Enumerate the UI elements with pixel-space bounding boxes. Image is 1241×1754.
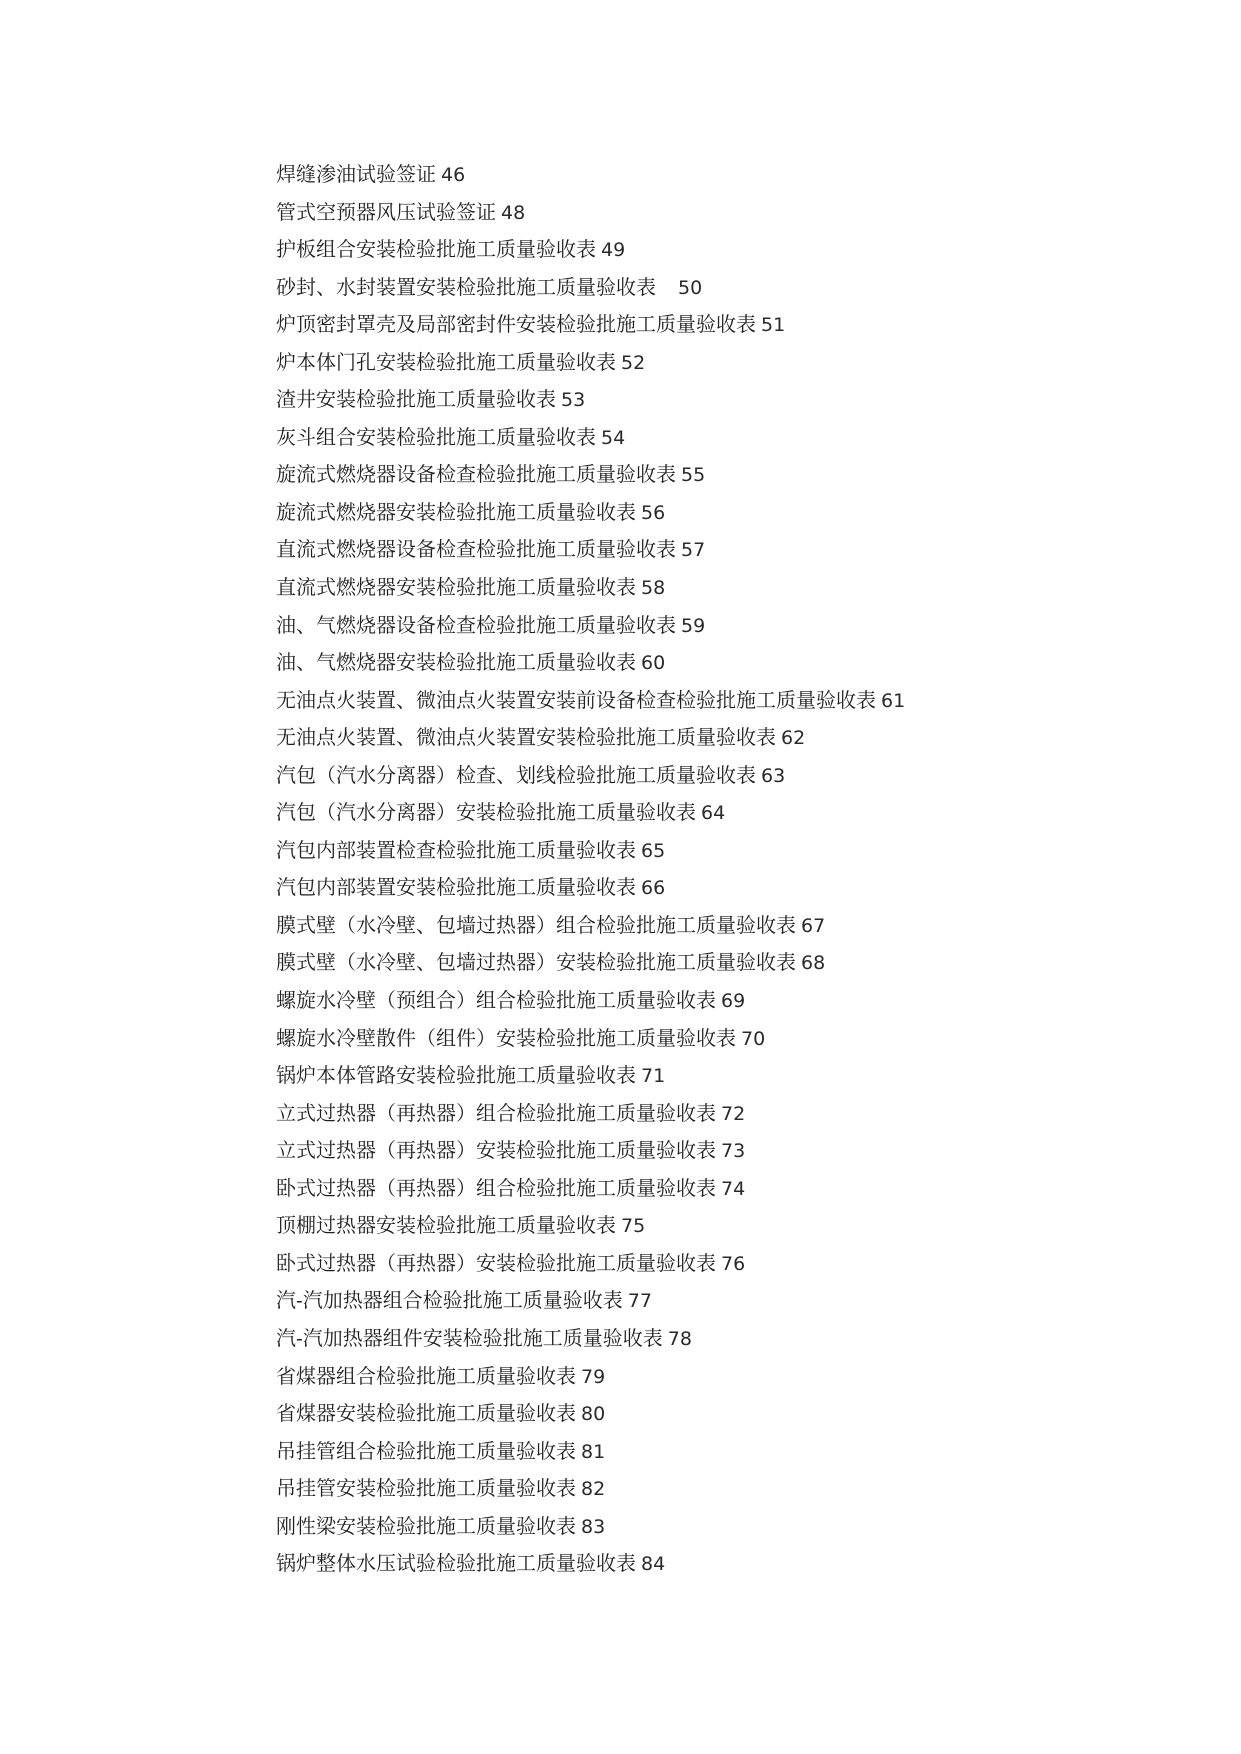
toc-entry-title: 刚性梁安装检验批施工质量验收表 (276, 1513, 576, 1538)
toc-entry-title: 渣井安装检验批施工质量验收表 (276, 387, 556, 412)
toc-entry-title: 省煤器组合检验批施工质量验收表 (276, 1363, 576, 1388)
toc-entry-page-number: 48 (501, 201, 526, 224)
toc-entry (276, 907, 905, 945)
toc-entry-page-number: 80 (581, 1403, 606, 1426)
toc-entry-page-number: 60 (641, 652, 666, 675)
toc-entry-title: 卧式过热器（再热器）安装检验批施工质量验收表 (276, 1250, 716, 1275)
toc-entry-title: 锅炉本体管路安装检验批施工质量验收表 (276, 1063, 636, 1088)
toc-entry-page-number: 77 (627, 1290, 652, 1313)
toc-entry-title: 油、气燃烧器安装检验批施工质量验收表 (276, 650, 636, 675)
toc-entry (276, 194, 905, 232)
toc-entry-title: 汽-汽加热器组件安装检验批施工质量验收表 (276, 1325, 663, 1350)
toc-entry-page-number: 84 (641, 1553, 666, 1576)
toc-entry-page-number: 65 (641, 839, 666, 862)
toc-entry-title: 直流式燃烧器安装检验批施工质量验收表 (276, 575, 636, 600)
toc-entry (276, 1545, 905, 1583)
toc-entry-title: 螺旋水冷壁散件（组件）安装检验批施工质量验收表 (276, 1025, 736, 1050)
toc-entry-page-number: 63 (761, 764, 786, 787)
toc-entry-title: 汽-汽加热器组合检验批施工质量验收表 (276, 1288, 623, 1313)
toc-entry-title: 炉顶密封罩壳及局部密封件安装检验批施工质量验收表 (276, 312, 756, 337)
toc-entry-title: 护板组合安装检验批施工质量验收表 (276, 237, 596, 262)
toc-entry-page-number: 46 (441, 164, 466, 186)
toc-entry-page-number: 52 (621, 351, 646, 374)
toc-entry-page-number: 67 (801, 914, 826, 937)
toc-entry (276, 494, 905, 532)
toc-entry-page-number: 55 (681, 464, 706, 487)
toc-entry-title: 汽包内部装置安装检验批施工质量验收表 (276, 875, 636, 900)
toc-entry (276, 682, 905, 720)
toc-entry-page-number: 71 (641, 1065, 666, 1088)
toc-entry (276, 531, 905, 569)
toc-entry-title: 吊挂管安装检验批施工质量验收表 (276, 1476, 576, 1501)
toc-entry (276, 569, 905, 607)
toc-entry-page-number: 83 (581, 1515, 606, 1538)
toc-entry-page-number: 62 (781, 727, 806, 750)
toc-entry (276, 1095, 905, 1133)
toc-entry-title: 汽包（汽水分离器）安装检验批施工质量验收表 (276, 800, 696, 825)
toc-entry-page-number: 57 (681, 539, 706, 562)
toc-entry-page-number: 73 (721, 1140, 746, 1163)
toc-entry (276, 1170, 905, 1208)
toc-entry (276, 419, 905, 457)
toc-entry-page-number: 82 (581, 1478, 606, 1501)
toc-entry (276, 381, 905, 419)
toc-entry-page-number: 72 (721, 1102, 746, 1125)
toc-entry-title: 锅炉整体水压试验检验批施工质量验收表 (276, 1551, 636, 1576)
toc-entry (276, 832, 905, 870)
toc-entry-page-number: 78 (667, 1327, 692, 1350)
toc-entry (276, 1132, 905, 1170)
toc-entry (276, 1508, 905, 1546)
toc-entry-page-number: 58 (641, 577, 666, 600)
toc-entry-title: 管式空预器风压试验签证 (276, 199, 496, 224)
toc-entry-page-number: 59 (681, 614, 706, 637)
toc-entry (276, 757, 905, 795)
toc-entry-title: 立式过热器（再热器）组合检验批施工质量验收表 (276, 1100, 716, 1125)
toc-entry (276, 607, 905, 645)
toc-entry-title: 吊挂管组合检验批施工质量验收表 (276, 1438, 576, 1463)
toc-entry (276, 231, 905, 269)
toc-entry (276, 1358, 905, 1396)
toc-entry-title: 焊缝渗油试验签证 (276, 162, 436, 186)
toc-entry-page-number: 75 (621, 1215, 646, 1238)
toc-entry-title: 膜式壁（水冷壁、包墙过热器）组合检验批施工质量验收表 (276, 912, 796, 937)
toc-entry (276, 1020, 905, 1058)
toc-entry (276, 156, 905, 194)
toc-entry (276, 644, 905, 682)
toc-entry-title: 卧式过热器（再热器）组合检验批施工质量验收表 (276, 1175, 716, 1200)
toc-entry-page-number: 51 (761, 314, 786, 337)
toc-entry-page-number: 61 (881, 689, 906, 712)
toc-entry (276, 1433, 905, 1471)
toc-entry (276, 794, 905, 832)
toc-entry-title: 顶棚过热器安装检验批施工质量验收表 (276, 1213, 616, 1238)
toc-entry-title: 直流式燃烧器设备检查检验批施工质量验收表 (276, 537, 676, 562)
toc-entry-page-number: 64 (701, 802, 726, 825)
toc-entry-page-number: 76 (721, 1252, 746, 1275)
table-of-contents (276, 156, 905, 1583)
toc-entry (276, 719, 905, 757)
toc-entry-title: 灰斗组合安装检验批施工质量验收表 (276, 424, 596, 449)
toc-entry-title: 无油点火装置、微油点火装置安装检验批施工质量验收表 (276, 725, 776, 750)
toc-entry-page-number: 53 (561, 389, 586, 412)
toc-entry-title: 旋流式燃烧器安装检验批施工质量验收表 (276, 499, 636, 524)
toc-entry-title: 螺旋水冷壁（预组合）组合检验批施工质量验收表 (276, 988, 716, 1013)
toc-entry-title: 无油点火装置、微油点火装置安装前设备检查检验批施工质量验收表 (276, 687, 876, 712)
toc-entry-title: 汽包（汽水分离器）检查、划线检验批施工质量验收表 (276, 762, 756, 787)
toc-entry-page-number: 70 (741, 1027, 766, 1050)
toc-entry-page-number: 50 (678, 276, 703, 299)
toc-entry-page-number: 66 (641, 877, 666, 900)
toc-entry (276, 456, 905, 494)
toc-entry-page-number: 79 (581, 1365, 606, 1388)
toc-entry (276, 944, 905, 982)
toc-entry (276, 306, 905, 344)
toc-entry (276, 1470, 905, 1508)
toc-entry (276, 869, 905, 907)
toc-entry (276, 1395, 905, 1433)
toc-entry (276, 269, 905, 307)
toc-entry-title: 砂封、水封装置安装检验批施工质量验收表 (276, 274, 656, 299)
toc-entry-title: 汽包内部装置检查检验批施工质量验收表 (276, 837, 636, 862)
toc-entry (276, 1282, 905, 1320)
toc-entry-page-number: 74 (721, 1177, 746, 1200)
toc-entry-title: 膜式壁（水冷壁、包墙过热器）安装检验批施工质量验收表 (276, 950, 796, 975)
toc-entry-title: 立式过热器（再热器）安装检验批施工质量验收表 (276, 1138, 716, 1163)
toc-entry-page-number: 54 (601, 426, 626, 449)
toc-entry (276, 344, 905, 382)
toc-entry (276, 1245, 905, 1283)
toc-entry (276, 1057, 905, 1095)
toc-entry (276, 1207, 905, 1245)
toc-entry-title: 炉本体门孔安装检验批施工质量验收表 (276, 349, 616, 374)
toc-entry (276, 1320, 905, 1358)
toc-entry-page-number: 69 (721, 990, 746, 1013)
toc-entry-title: 省煤器安装检验批施工质量验收表 (276, 1401, 576, 1426)
toc-entry-page-number: 68 (801, 952, 826, 975)
toc-entry-page-number: 81 (581, 1440, 606, 1463)
toc-entry-title: 油、气燃烧器设备检查检验批施工质量验收表 (276, 612, 676, 637)
toc-entry (276, 982, 905, 1020)
toc-entry-page-number: 56 (641, 501, 666, 524)
toc-entry-title: 旋流式燃烧器设备检查检验批施工质量验收表 (276, 462, 676, 487)
toc-entry-page-number: 49 (601, 239, 626, 262)
